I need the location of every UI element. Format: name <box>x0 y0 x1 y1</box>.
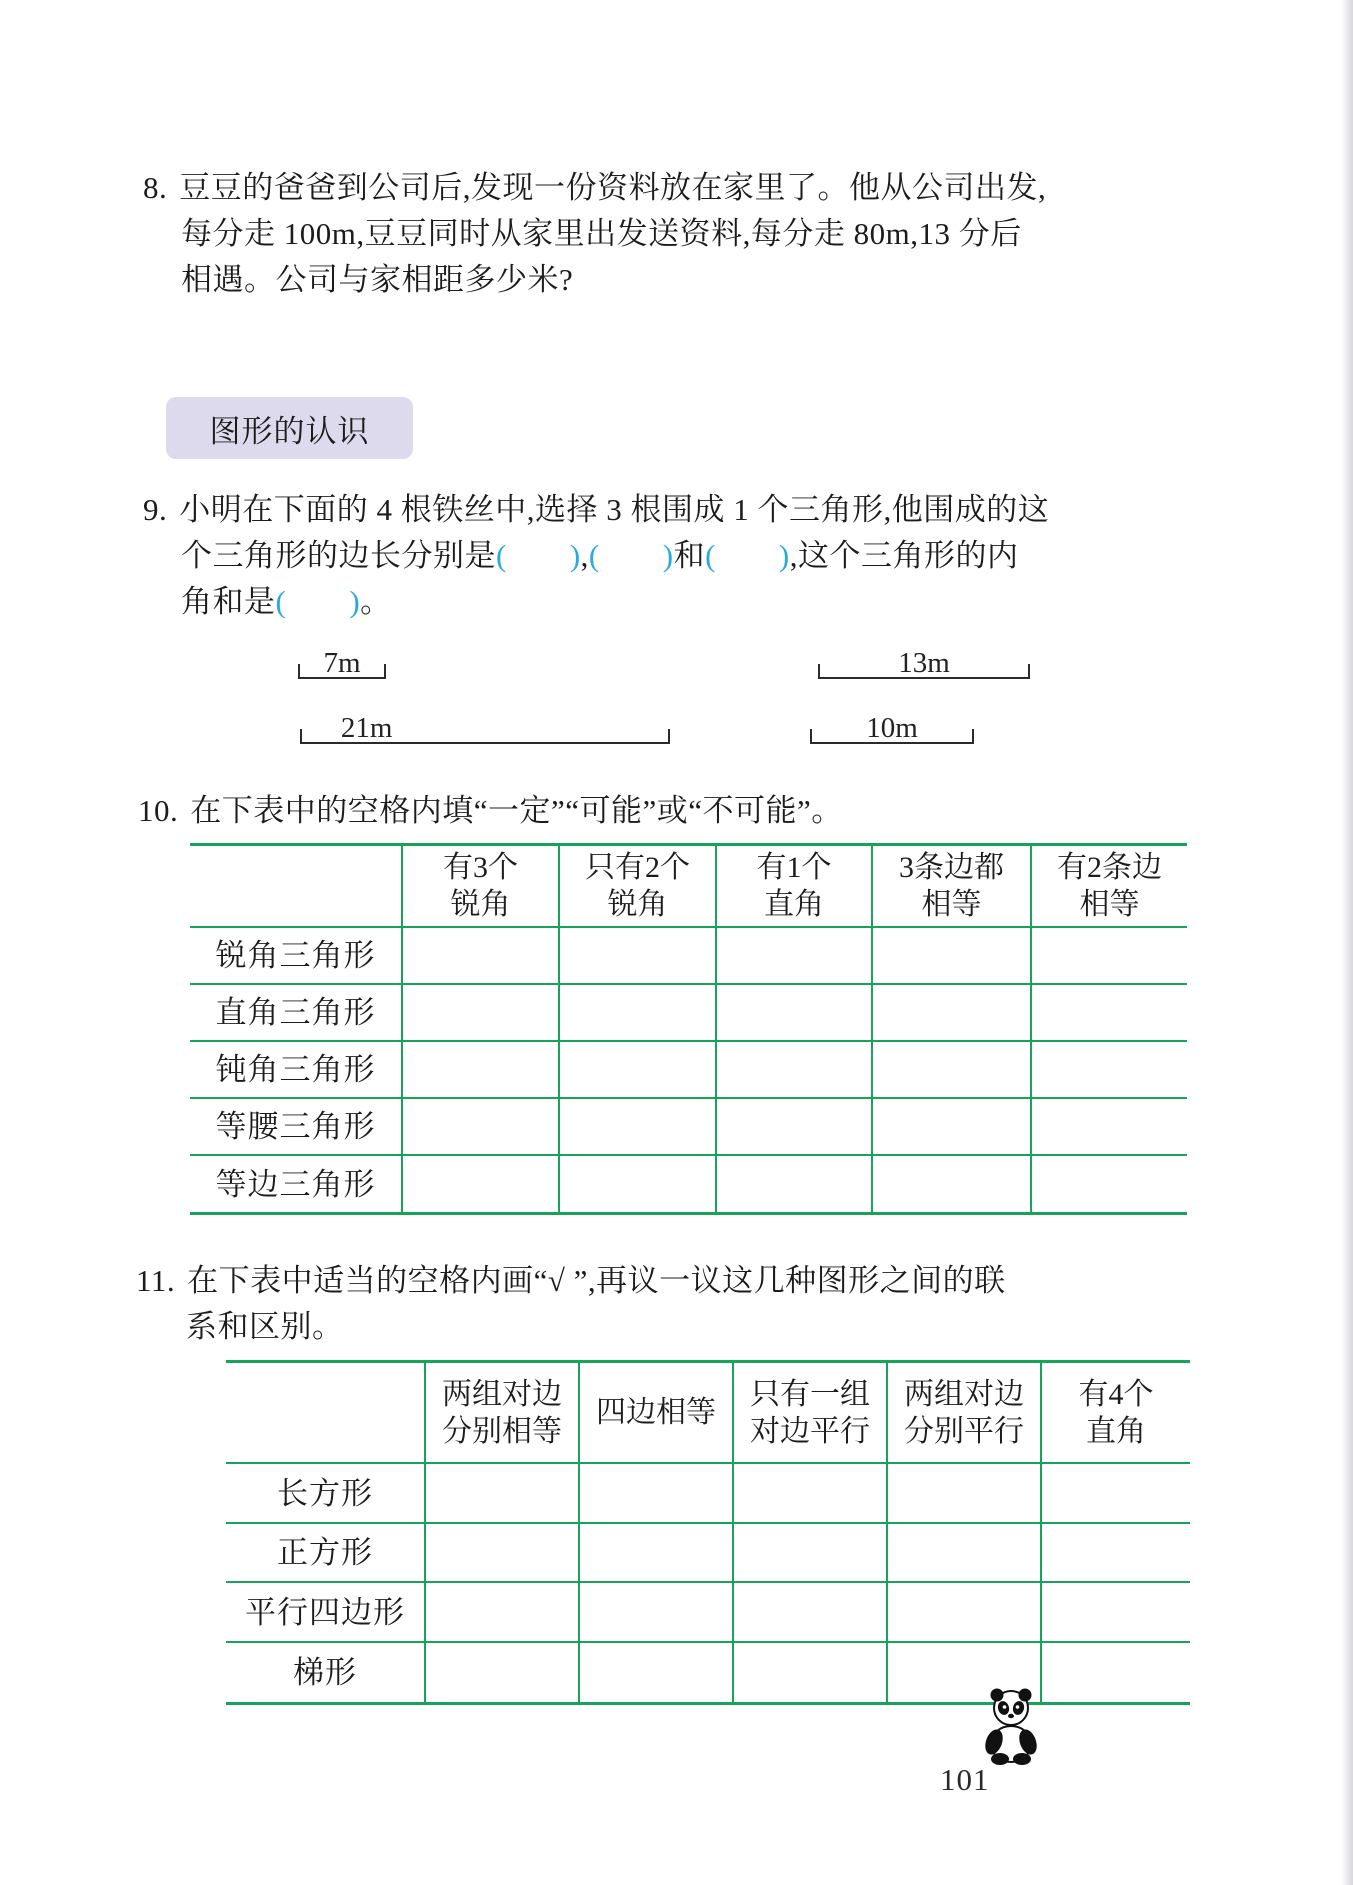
t11-cell <box>580 1464 734 1524</box>
t10-cell <box>1032 1099 1187 1156</box>
t10-cell <box>560 985 717 1042</box>
t10-cell <box>560 1156 717 1212</box>
t10-cell <box>717 1156 873 1212</box>
t10-cell <box>403 1156 560 1212</box>
t10-cell <box>873 1099 1032 1156</box>
t11-cell <box>734 1583 888 1643</box>
t11-cell <box>580 1583 734 1643</box>
problem-8-number: 8. <box>143 170 168 205</box>
t10-row-header: 钝角三角形 <box>190 1042 403 1099</box>
t10-col-header: 有2条边 相等 <box>1032 846 1187 928</box>
t10-cell <box>717 1099 873 1156</box>
t11-cell <box>1042 1464 1190 1524</box>
t10-cell <box>1032 928 1187 985</box>
problem-11-line-1 <box>136 1261 1006 1301</box>
t11-cell <box>734 1643 888 1702</box>
problem-9-line-2 <box>181 536 1018 576</box>
problem-10-line-1 <box>138 791 843 831</box>
t11-cell <box>580 1524 734 1583</box>
text-segment: 个三角形的边长分别是 <box>181 538 496 573</box>
t10-col-header: 有1个 直角 <box>717 846 873 928</box>
problem-8-line-2: 每分走 100m,豆豆同时从家里出发送资料,每分走 80m,13 分后 <box>181 216 1022 251</box>
wire-segment-13m <box>818 647 1030 679</box>
text-segment: 和 <box>673 538 706 573</box>
wire-label-10m: 10m <box>866 712 918 744</box>
wire-label-7m: 7m <box>323 647 361 679</box>
t11-cell <box>888 1583 1042 1643</box>
t11-row-header: 梯形 <box>226 1643 426 1702</box>
t11-cell <box>734 1524 888 1583</box>
answer-blank: ( ) <box>588 538 674 573</box>
problem-8-text-1: 豆豆的爸爸到公司后,发现一份资料放在家里了。他从公司出发, <box>179 170 1047 205</box>
problem-8-line-3: 相遇。公司与家相距多少米? <box>181 262 574 297</box>
t11-row-header: 长方形 <box>226 1464 426 1524</box>
problem-9-number: 9. <box>143 492 168 527</box>
t11-corner-cell <box>226 1363 426 1464</box>
t10-cell <box>873 985 1032 1042</box>
t11-cell <box>426 1524 580 1583</box>
text-segment: ,这个三角形的内 <box>789 538 1019 573</box>
t11-col-header: 两组对边 分别相等 <box>426 1363 580 1464</box>
answer-blank: ( ) <box>496 538 581 573</box>
problem-10-text: 在下表中的空格内填“一定”“可能”或“不可能”。 <box>190 793 843 828</box>
t10-cell <box>560 1042 717 1099</box>
t11-cell <box>888 1464 1042 1524</box>
t11-col-header: 只有一组 对边平行 <box>734 1363 888 1464</box>
wire-segment-10m <box>810 712 974 744</box>
answer-blank: ( ) <box>705 538 790 573</box>
t11-cell <box>1042 1643 1190 1702</box>
t11-cell <box>888 1524 1042 1583</box>
t10-col-header: 只有2个 锐角 <box>560 846 717 928</box>
problem-9-line-1 <box>143 490 1049 530</box>
text-segment: , <box>580 538 589 573</box>
quadrilateral-properties-table <box>226 1360 1190 1705</box>
t11-row-header: 正方形 <box>226 1524 426 1583</box>
problem-11-line-2: 系和区别。 <box>186 1309 344 1344</box>
t11-col-header: 四边相等 <box>580 1363 734 1464</box>
triangle-properties-table <box>190 843 1187 1215</box>
t10-col-header: 有3个 锐角 <box>403 846 560 928</box>
t10-cell <box>1032 985 1187 1042</box>
t11-cell <box>580 1643 734 1702</box>
problem-9-line-3 <box>181 582 392 622</box>
t10-row-header: 直角三角形 <box>190 985 403 1042</box>
t10-cell <box>717 1042 873 1099</box>
t11-col-header: 两组对边 分别平行 <box>888 1363 1042 1464</box>
text-segment: 。 <box>360 584 392 619</box>
t10-cell <box>403 928 560 985</box>
t11-cell <box>426 1643 580 1702</box>
t10-cell <box>403 985 560 1042</box>
t11-cell <box>1042 1583 1190 1643</box>
problem-11-text-1: 在下表中适当的空格内画“√ ”,再议一议这几种图形之间的联 <box>187 1263 1006 1298</box>
page-number: 101 <box>940 1762 990 1797</box>
section-title: 图形的认识 <box>209 413 370 449</box>
problem-8-line-1 <box>143 168 1046 208</box>
t10-col-header: 3条边都 相等 <box>873 846 1032 928</box>
t11-col-header: 有4个 直角 <box>1042 1363 1190 1464</box>
t10-cell <box>1032 1156 1187 1212</box>
problem-10-number: 10. <box>138 793 179 828</box>
t10-cell <box>873 1156 1032 1212</box>
t10-cell <box>873 928 1032 985</box>
section-header-shapes <box>166 397 413 459</box>
t10-row-header: 等腰三角形 <box>190 1099 403 1156</box>
t10-cell <box>560 1099 717 1156</box>
problem-9-text-1: 小明在下面的 4 根铁丝中,选择 3 根围成 1 个三角形,他围成的这 <box>179 492 1050 527</box>
problem-11-number: 11. <box>136 1263 176 1298</box>
t10-cell <box>717 985 873 1042</box>
t10-corner-cell <box>190 846 403 928</box>
t10-cell <box>403 1042 560 1099</box>
wire-segment-7m <box>298 647 386 679</box>
t11-cell <box>426 1464 580 1524</box>
t11-row-header: 平行四边形 <box>226 1583 426 1643</box>
wire-segment-21m <box>300 712 670 744</box>
t11-cell <box>1042 1524 1190 1583</box>
answer-blank: ( ) <box>275 584 361 619</box>
t10-cell <box>403 1099 560 1156</box>
wire-label-13m: 13m <box>898 647 950 679</box>
text-segment: 角和是 <box>181 584 276 619</box>
t10-cell <box>717 928 873 985</box>
t10-cell <box>1032 1042 1187 1099</box>
wire-label-21m: 21m <box>340 712 393 744</box>
page-edge-shadow <box>1341 0 1353 1885</box>
t11-cell <box>734 1464 888 1524</box>
t10-row-header: 锐角三角形 <box>190 928 403 985</box>
t10-cell <box>873 1042 1032 1099</box>
panda-mascot-icon <box>978 1686 1044 1766</box>
t11-cell <box>426 1583 580 1643</box>
t10-cell <box>560 928 717 985</box>
t10-row-header: 等边三角形 <box>190 1156 403 1212</box>
